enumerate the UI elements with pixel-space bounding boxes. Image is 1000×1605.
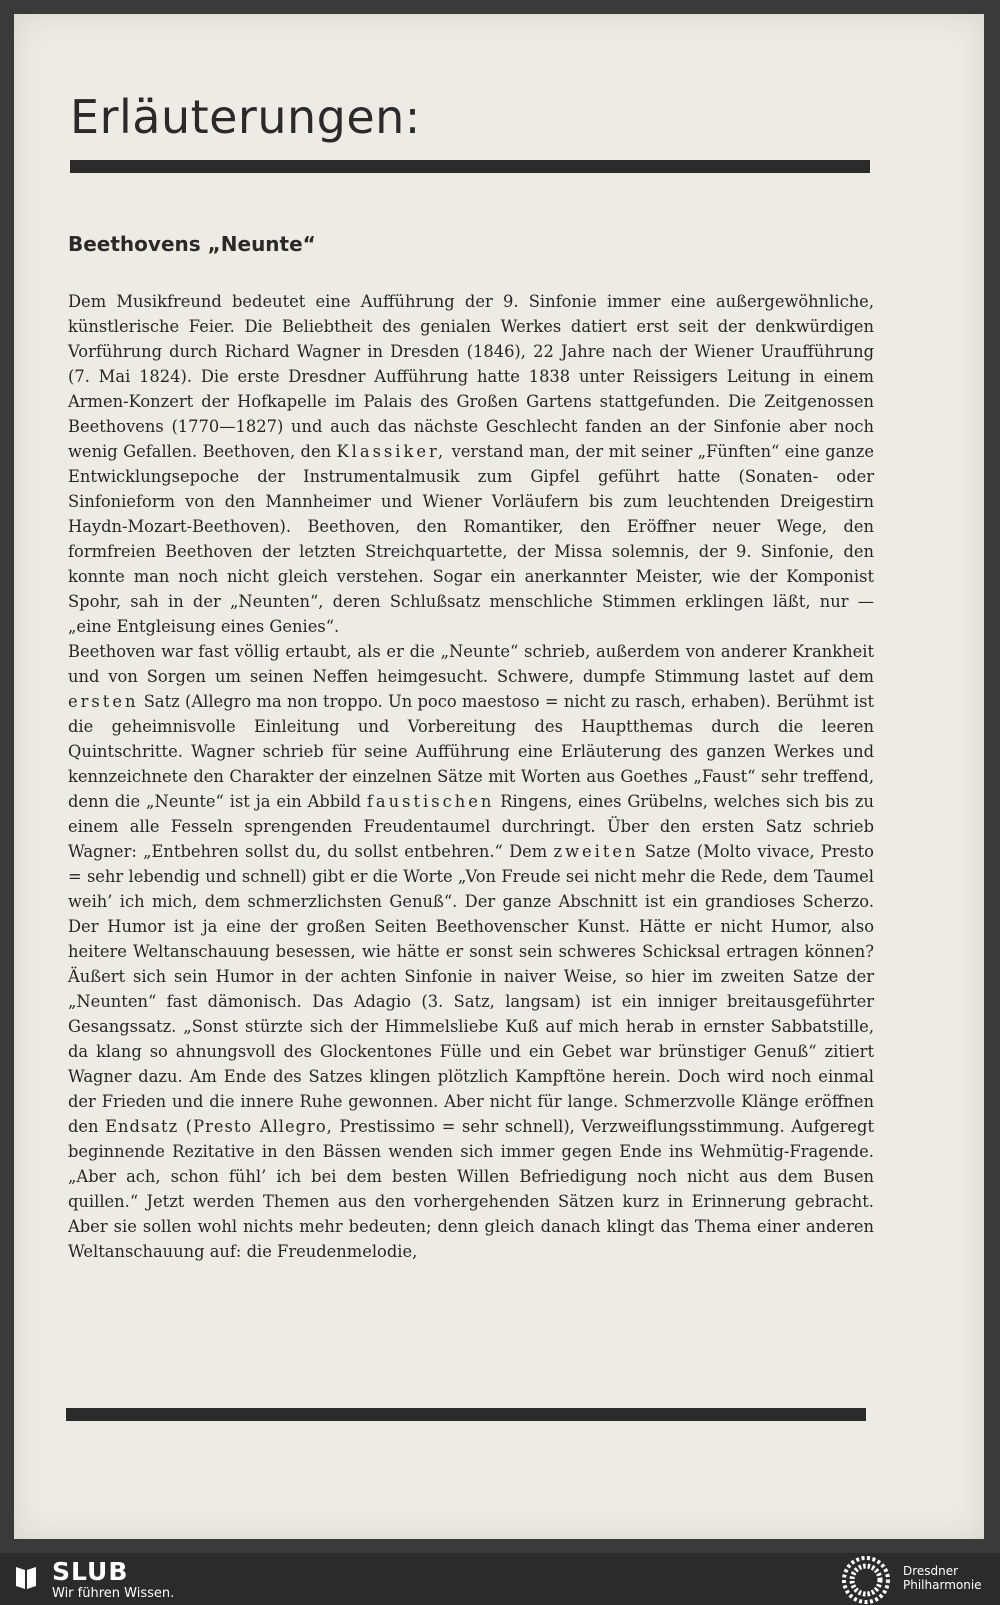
body-text — [68, 289, 874, 1264]
section-title: Beethovens „Neunte“ — [68, 232, 316, 256]
text-run: Satze (Molto vivace, Presto = sehr lebendig und schnell) gibt er die Worte „Von Freude sei nicht mehr die Rede, dem Taumel weih’ ich mich, dem schmerzlichsten Genuß“. Der ganze Abschnitt ist ein grandioses Scherzo. Der Humor ist ja eine der großen Seiten Beethovenscher Kunst. Hätte er nicht Humor, also heitere Weltanschauung besessen, wie hätte er sonst sein schweres Schicksal ertragen können? Äußert sich sein Humor in der achten Sinfonie in naiver Weise, so hier im zweiten Satze der „Neunten“ fast dämonisch. Das Adagio (3. Satz, langsam) ist ein inniger breitausgeführter Gesangssatz. „Sonst stürzte sich der Himmelsliebe Kuß auf mich herab in ernster Sabbatstille, da klang so ahnungsvoll des Glockentones Fülle und ein Gebet war brünstiger Genuß“ zitiert Wagner dazu. Am Ende des Satzes klingen plötzlich Kampftöne herein. Doch wird noch einmal der Frieden und die innere Ruhe gewonnen. Aber nicht für lange. Schmerzvolle Klänge eröffnen den — [68, 842, 874, 1136]
library-tagline: Wir führen Wissen. — [52, 1586, 175, 1601]
partner-line-2: Philharmonie — [903, 1578, 982, 1592]
footer-bar — [0, 1553, 1000, 1605]
text-run: Dem Musikfreund bedeutet eine Aufführung der 9. Sinfonie immer eine außergewöhnliche, künstlerische Feier. Die Beliebtheit des genialen Werkes datiert erst seit der denkwürdigen Vorführung durch Richard Wagner in Dresden (1846), 22 Jahre nach der Wiener Uraufführung (7. Mai 1824). Die erste Dresdner Aufführung hatte 1838 unter Reissigers Leitung in einem Armen-Konzert der Hofkapelle im Palais des Großen Gartens stattgefunden. Die Zeitgenossen Beethovens (1770—1827) und auch das nächste Geschlecht fanden an der Sinfonie aber noch wenig Gefallen. Beethoven, den — [68, 292, 874, 461]
text-run: verstand man, der mit seiner „Fünften“ eine ganze Entwicklungsepoche der Instrumentalmusik zum Gipfel geführt hatte (Sonaten- oder Sinfonieform von den Mannheimer und Wiener Vorläufern bis zum leuchtenden Dreigestirn Haydn-Mozart-Beethoven). Beethoven, den Romantiker, den Eröffner neuer Wege, den formfreien Beethoven der letzten Streichquartette, der Missa solemnis, der 9. Sinfonie, den konnte man noch nicht gleich verstehen. Sogar ein anerkannter Meister, wie der Komponist Spohr, sah in der „Neunten“, deren Schlußsatz menschliche Stimmen erklingen läßt, nur — „eine Entgleisung eines Genies“. — [68, 442, 874, 636]
paragraph-1 — [68, 289, 874, 639]
text-run: Prestissimo = sehr schnell), Verzweiflungsstimmung. Aufgeregt beginnende Rezitative in den Bässen wenden sich immer gegen Ende ins Wehmütig-Fragende. „Aber ach, schon fühl’ ich bei dem besten Willen Befriedigung noch nicht aus dem Busen quillen.“ Jetzt werden Themen aus den vorhergehenden Sätzen kurz in Erinnerung gebracht. Aber sie sollen wohl nichts mehr bedeuten; denn gleich danach klingt das Thema einer anderen Weltanschauung auf: die Freudenmelodie, — [68, 1117, 874, 1261]
page-heading: Erläuterungen: — [70, 90, 421, 144]
top-rule — [70, 160, 870, 173]
partner-name — [903, 1564, 982, 1592]
text-run: Beethoven war fast völlig ertaubt, als er die „Neunte“ schrieb, außerdem von anderer Krankheit und von Sorgen um seinen Neffen heimgesucht. Schwere, dumpfe Stimmung lastet auf dem — [68, 642, 874, 686]
spaced-text: Endsatz (Presto Allegro, — [105, 1117, 333, 1136]
library-name[interactable]: SLUB — [52, 1557, 129, 1586]
text-run: Ringens, eines Grübelns, welches sich bis zu einem alle Fesseln sprengenden Freudentaumel durchringt. Über den ersten Satz schrieb Wagner: „Entbehren sollst du, du sollst entbehren.“ Dem — [68, 792, 874, 861]
program-page — [14, 14, 984, 1539]
book-icon[interactable] — [14, 1563, 38, 1591]
spaced-text: ersten — [68, 692, 139, 711]
text-run: Satz (Allegro ma non troppo. Un poco maestoso = nicht zu rasch, erhaben). Berühmt ist die geheimnisvolle Einleitung und Vorbereitung des Hauptthemas durch die leeren Quintschritte. Wagner schrieb für seine Aufführung eine Erläuterung des ganzen Werkes und kennzeichnete den Charakter der einzelnen Sätze mit Worten aus Goethes „Faust“ sehr treffend, denn die „Neunte“ ist ja ein Abbild — [68, 692, 874, 811]
spaced-text: faustischen — [366, 792, 495, 811]
paragraph-2 — [68, 639, 874, 1264]
partner-line-1: Dresdner — [903, 1564, 959, 1578]
bottom-rule — [66, 1408, 866, 1421]
spaced-text: Klassiker, — [336, 442, 447, 461]
sunburst-logo-icon[interactable] — [842, 1556, 890, 1604]
spaced-text: zweiten — [553, 842, 639, 861]
